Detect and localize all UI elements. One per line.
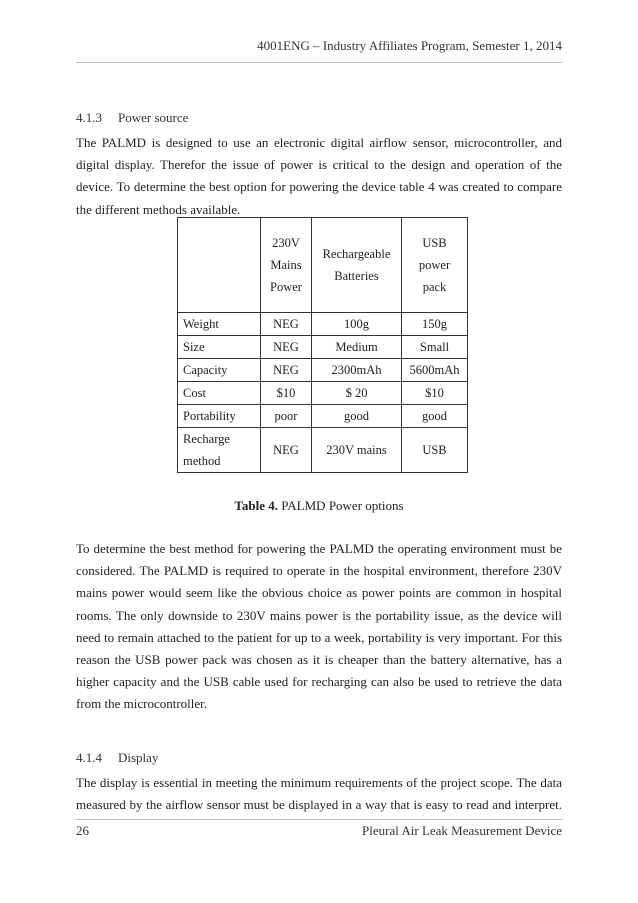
section-title: Power source bbox=[118, 110, 189, 125]
caption-text: PALMD Power options bbox=[278, 498, 404, 513]
section-title: Display bbox=[118, 750, 159, 765]
table-cell: Medium bbox=[312, 336, 402, 359]
section-heading-power-source bbox=[76, 110, 188, 126]
table-cell: poor bbox=[261, 405, 312, 428]
header-line: Rechargeable bbox=[322, 247, 391, 261]
table-cell: NEG bbox=[261, 359, 312, 382]
header-rechargeable-batteries bbox=[312, 218, 402, 313]
paragraph-line: need to remain attached to the patient for up to a week, portability is very important. For this bbox=[76, 629, 562, 645]
paragraph-line: from the microcontroller. bbox=[76, 696, 208, 712]
paragraph-line: considered. The PALMD is required to operate in the hospital environment, therefore 230V bbox=[76, 563, 562, 579]
table-cell: NEG bbox=[261, 336, 312, 359]
paragraph-power-intro bbox=[76, 132, 562, 221]
table-cell: $ 20 bbox=[312, 382, 402, 405]
section-number: 4.1.4 bbox=[76, 750, 102, 765]
paragraph-line: measured by the airflow sensor must be displayed in a way that is easy to read and interpret. bbox=[76, 797, 562, 813]
header-line: power bbox=[418, 258, 451, 272]
paragraph-line: the different methods available. bbox=[76, 201, 241, 217]
table-row bbox=[178, 428, 468, 473]
paragraph-line: reason the USB power pack was chosen as it is cheaper than the battery alternative, has a bbox=[76, 651, 562, 667]
paragraph-power-decision bbox=[76, 538, 562, 716]
paragraph-line: rooms. The only downside to 230V mains power is the portability issue, as the device will bbox=[76, 607, 562, 623]
paragraph-line: To determine the best method for powering the PALMD the operating environment must be bbox=[76, 541, 562, 556]
table-row bbox=[178, 359, 468, 382]
table-corner-cell bbox=[178, 218, 261, 313]
table-row bbox=[178, 336, 468, 359]
table-row bbox=[178, 382, 468, 405]
table-cell: $10 bbox=[261, 382, 312, 405]
row-label: Size bbox=[178, 336, 261, 359]
table-cell: Small bbox=[402, 336, 468, 359]
paragraph-line: The PALMD is designed to use an electronic digital airflow sensor, microcontroller, and bbox=[76, 135, 562, 150]
table-cell: good bbox=[312, 405, 402, 428]
header-line: Power bbox=[270, 280, 302, 294]
section-number: 4.1.3 bbox=[76, 110, 102, 125]
header-line: 230V bbox=[272, 236, 300, 250]
table-cell: 100g bbox=[312, 313, 402, 336]
paragraph-line: The display is essential in meeting the minimum requirements of the project scope. The data bbox=[76, 775, 562, 790]
table-row bbox=[178, 313, 468, 336]
table-cell: 2300mAh bbox=[312, 359, 402, 382]
running-footer-title: Pleural Air Leak Measurement Device bbox=[362, 823, 562, 838]
table-cell: 150g bbox=[402, 313, 468, 336]
paragraph-line: device. To determine the best option for powering the device table 4 was created to compare bbox=[76, 179, 562, 195]
header-line: Mains bbox=[270, 258, 302, 272]
paragraph-line: higher capacity and the USB cable used for recharging can also be used to retrieve the data bbox=[76, 674, 562, 690]
table-cell: NEG bbox=[261, 313, 312, 336]
header-mains-power bbox=[261, 218, 312, 313]
table-cell: 5600mAh bbox=[402, 359, 468, 382]
row-label-line: Recharge bbox=[183, 432, 230, 446]
table-cell: $10 bbox=[402, 382, 468, 405]
page-number: 26 bbox=[76, 823, 89, 838]
footer-rule bbox=[76, 819, 562, 820]
caption-label: Table 4. bbox=[234, 498, 278, 513]
row-label bbox=[178, 428, 261, 473]
table-row bbox=[178, 405, 468, 428]
header-line: USB bbox=[422, 236, 447, 250]
paragraph-line: mains power would seem like the obvious choice as power points are common in hospital bbox=[76, 585, 562, 601]
row-label: Portability bbox=[178, 405, 261, 428]
running-header: 4001ENG – Industry Affiliates Program, Semester 1, 2014 bbox=[257, 38, 562, 53]
table-caption bbox=[0, 498, 638, 514]
section-heading-display bbox=[76, 750, 158, 766]
table-cell: 230V mains bbox=[312, 428, 402, 473]
row-label: Weight bbox=[178, 313, 261, 336]
table-cell: USB bbox=[402, 428, 468, 473]
row-label: Cost bbox=[178, 382, 261, 405]
header-line: Batteries bbox=[334, 269, 379, 283]
paragraph-display bbox=[76, 772, 562, 816]
header-usb-power-pack bbox=[402, 218, 468, 313]
power-options-table bbox=[177, 217, 468, 473]
table-header-row bbox=[178, 218, 468, 313]
header-line: pack bbox=[422, 280, 447, 294]
paragraph-line: digital display. Therefor the issue of power is critical to the design and operation of the bbox=[76, 157, 562, 173]
row-label: Capacity bbox=[178, 359, 261, 382]
row-label-line: method bbox=[183, 454, 221, 468]
header-rule bbox=[76, 62, 562, 63]
table-cell: good bbox=[402, 405, 468, 428]
table-cell: NEG bbox=[261, 428, 312, 473]
